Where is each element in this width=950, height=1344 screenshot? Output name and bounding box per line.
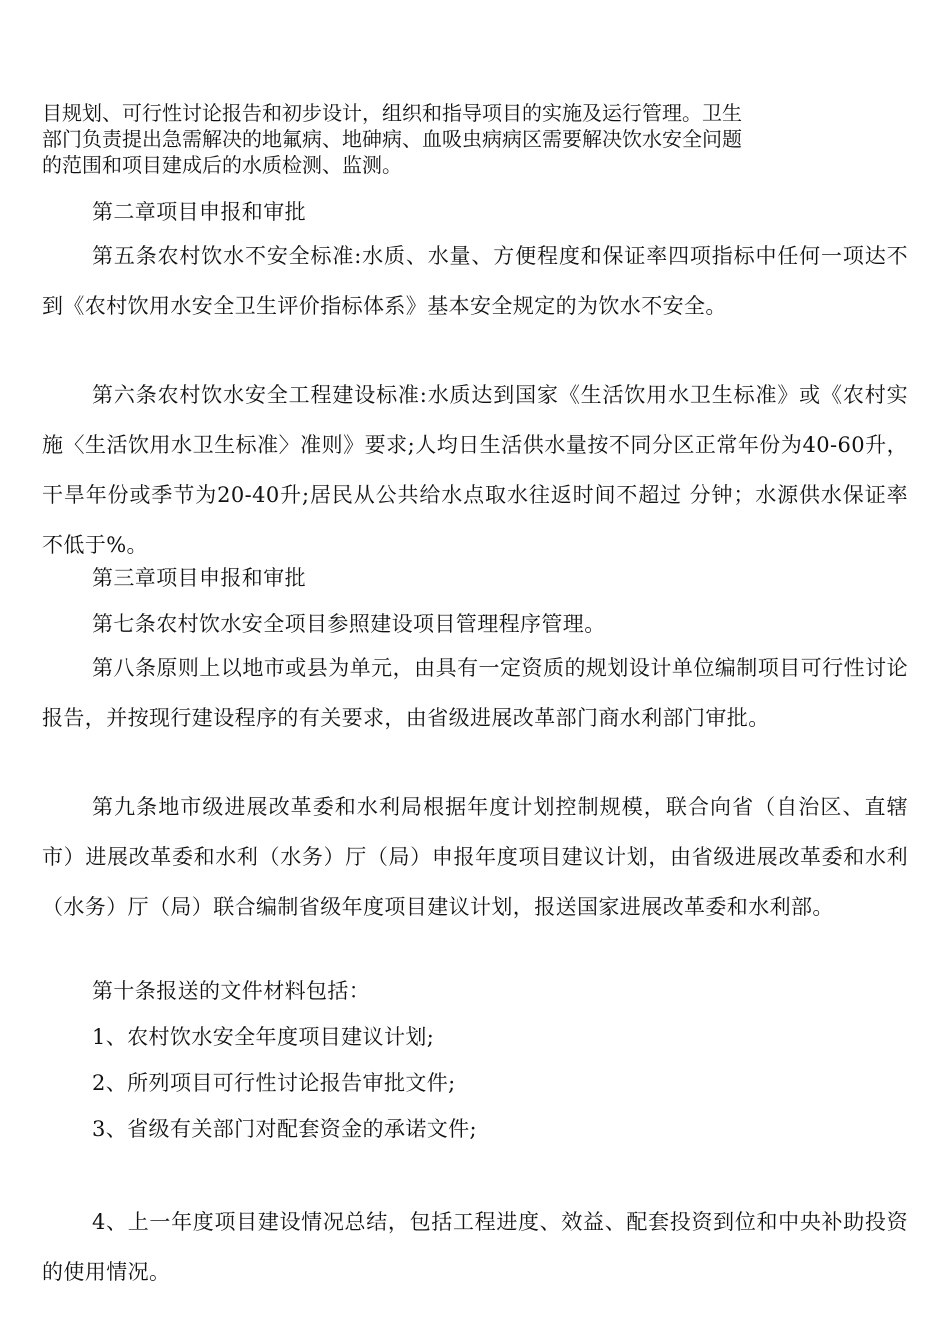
list-item: 1、农村饮水安全年度项目建议计划; bbox=[92, 1025, 435, 1049]
article-10-paragraph: 第十条报送的文件材料包括： bbox=[92, 979, 371, 1003]
continuation-line: 的范围和项目建成后的水质检测、监测。 bbox=[42, 153, 402, 177]
list-item: 3、省级有关部门对配套资金的承诺文件; bbox=[92, 1117, 478, 1141]
article-7-paragraph: 第七条农村饮水安全项目参照建设项目管理程序管理。 bbox=[92, 612, 606, 636]
chapter-heading: 第三章项目申报和审批 bbox=[92, 566, 306, 590]
article-6-paragraph: 第六条农村饮水安全工程建设标准:水质达到国家《生活饮用水卫生标准》或《农村实施〈生活饮用水卫生标准〉准则》要求;人均日生活供水量按不同分区正常年份为40-60升，干旱年份或季节为20-40升;居民从公共给水点取水往返时间不超过 分钟；水源供水保证率不低于%。 bbox=[42, 383, 908, 557]
article-8-paragraph: 第八条原则上以地市或县为单元，由具有一定资质的规划设计单位编制项目可行性讨论报告，并按现行建设程序的有关要求，由省级进展改革部门商水利部门审批。 bbox=[42, 656, 908, 730]
continuation-line: 目规划、可行性讨论报告和初步设计，组织和指导项目的实施及运行管理。卫生 bbox=[42, 101, 742, 125]
list-item: 2、所列项目可行性讨论报告审批文件; bbox=[92, 1071, 456, 1095]
chapter-heading: 第二章项目申报和审批 bbox=[92, 200, 306, 224]
continuation-line: 部门负责提出急需解决的地氟病、地砷病、血吸虫病病区需要解决饮水安全问题 bbox=[42, 127, 742, 151]
list-item: 4、上一年度项目建设情况总结，包括工程进度、效益、配套投资到位和中央补助投资的使用情况。 bbox=[42, 1210, 908, 1284]
article-9-paragraph: 第九条地市级进展改革委和水利局根据年度计划控制规模，联合向省（自治区、直辖市）进展改革委和水利（水务）厅（局）申报年度项目建议计划，由省级进展改革委和水利（水务）厅（局）联合编制省级年度项目建议计划，报送国家进展改革委和水利部。 bbox=[42, 795, 908, 919]
article-5-paragraph: 第五条农村饮水不安全标准:水质、水量、方便程度和保证率四项指标中任何一项达不到《农村饮用水安全卫生评价指标体系》基本安全规定的为饮水不安全。 bbox=[42, 244, 908, 318]
continuation-text bbox=[42, 100, 862, 178]
